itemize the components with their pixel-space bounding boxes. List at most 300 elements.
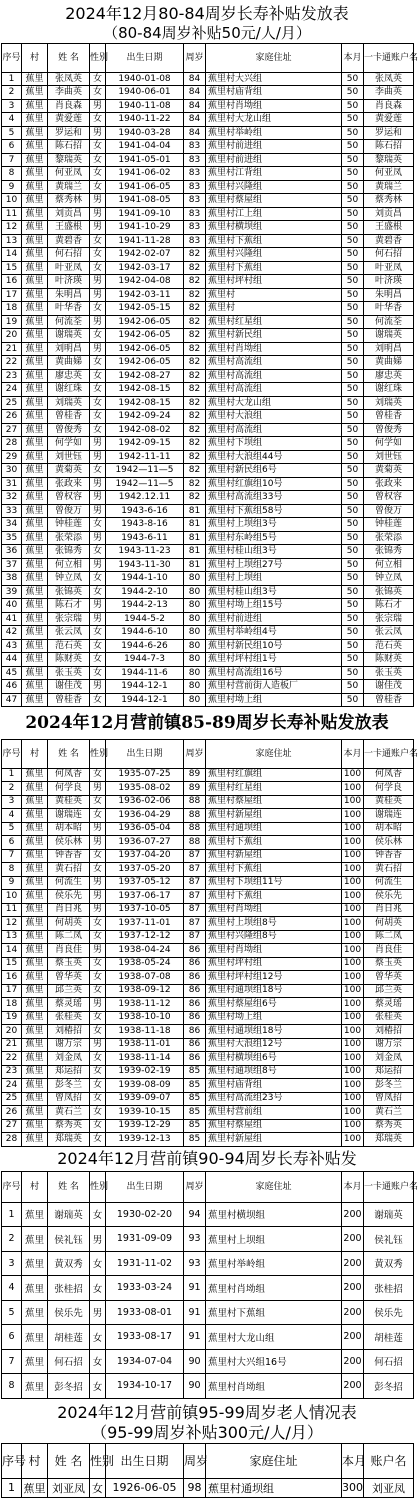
cell-amount: 50 xyxy=(342,248,364,262)
cell-address: 蕉里村下蕉组 xyxy=(206,1300,342,1325)
cell-age: 80 xyxy=(184,653,206,667)
cell-name: 郑运招 xyxy=(48,1065,90,1079)
cell-amount: 100 xyxy=(342,957,364,971)
cell-account-name: 李曲英 xyxy=(364,86,414,100)
header-index: 序号 xyxy=(2,1171,22,1202)
cell-gender: 女 xyxy=(90,1202,106,1227)
cell-account-name: 陈石才 xyxy=(364,599,414,613)
cell-village: 蕉里 xyxy=(22,72,48,86)
table-row xyxy=(2,1202,414,1227)
cell-index: 43 xyxy=(2,639,22,653)
table-row xyxy=(2,1276,414,1301)
cell-birth-date: 1943-11-23 xyxy=(106,545,184,559)
cell-index: 20 xyxy=(2,329,22,343)
cell-name: 何学良 xyxy=(48,782,90,796)
cell-index: 10 xyxy=(2,890,22,904)
cell-address: 蕉里村通坝组18号 xyxy=(206,1025,342,1039)
cell-village: 蕉里 xyxy=(22,1478,48,1497)
cell-index: 16 xyxy=(2,971,22,985)
table-header-row xyxy=(2,1171,414,1202)
cell-name: 何立相 xyxy=(48,558,90,572)
table-row xyxy=(2,971,414,985)
cell-age: 83 xyxy=(184,221,206,235)
cell-gender: 女 xyxy=(90,795,106,809)
cell-index: 32 xyxy=(2,491,22,505)
cell-name: 张锦秀 xyxy=(48,545,90,559)
cell-birth-date: 1941-10-29 xyxy=(106,221,184,235)
cell-account-name: 肖日兆 xyxy=(364,903,414,917)
cell-address: 蕉里村坪村组 xyxy=(206,275,342,289)
cell-name: 何胡英 xyxy=(48,917,90,931)
cell-gender: 女 xyxy=(90,863,106,877)
cell-address: 蕉里村高流组 xyxy=(206,383,342,397)
cell-birth-date: 1942-06-05 xyxy=(106,329,184,343)
cell-birth-date: 1942—11—5 xyxy=(106,464,184,478)
cell-address: 蕉里村前进组 xyxy=(206,140,342,154)
cell-address: 蕉里村新民组10号 xyxy=(206,639,342,653)
cell-amount: 50 xyxy=(342,140,364,154)
table-row xyxy=(2,1065,414,1079)
cell-address: 蕉里村横坝组6号 xyxy=(206,1052,342,1066)
cell-gender: 男 xyxy=(90,315,106,329)
cell-age: 86 xyxy=(184,1011,206,1025)
cell-name: 张桂招 xyxy=(48,1276,90,1301)
cell-village: 蕉里 xyxy=(22,971,48,985)
cell-amount: 100 xyxy=(342,917,364,931)
cell-birth-date: 1936-07-27 xyxy=(106,836,184,850)
cell-amount: 100 xyxy=(342,1011,364,1025)
cell-village: 蕉里 xyxy=(22,234,48,248)
table-row xyxy=(2,423,414,437)
cell-birth-date: 1938-11-14 xyxy=(106,1052,184,1066)
cell-village: 蕉里 xyxy=(22,1349,48,1374)
table-body xyxy=(2,768,414,1146)
cell-village: 蕉里 xyxy=(22,1079,48,1093)
table-row xyxy=(2,1300,414,1325)
table-body xyxy=(2,1202,414,1398)
cell-name: 肖日兆 xyxy=(48,903,90,917)
cell-birth-date: 1937-05-12 xyxy=(106,876,184,890)
cell-age: 83 xyxy=(184,153,206,167)
cell-birth-date: 1937-11-01 xyxy=(106,917,184,931)
cell-birth-date: 1944-11-6 xyxy=(106,666,184,680)
cell-account-name: 陈二凤 xyxy=(364,930,414,944)
cell-age: 94 xyxy=(184,1202,206,1227)
cell-account-name: 侯乐先 xyxy=(364,890,414,904)
cell-account-name: 曾桂香 xyxy=(364,410,414,424)
cell-index: 6 xyxy=(2,836,22,850)
cell-gender: 女 xyxy=(90,585,106,599)
cell-age: 84 xyxy=(184,99,206,113)
cell-gender: 女 xyxy=(90,1065,106,1079)
cell-amount: 200 xyxy=(342,1251,364,1276)
cell-account-name: 刘椿招 xyxy=(364,1025,414,1039)
cell-account-name: 张云凤 xyxy=(364,626,414,640)
cell-village: 蕉里 xyxy=(22,531,48,545)
cell-birth-date: 1938-04-24 xyxy=(106,944,184,958)
cell-address: 蕉里村坳上组 xyxy=(206,1011,342,1025)
cell-gender: 女 xyxy=(90,917,106,931)
cell-index: 28 xyxy=(2,437,22,451)
cell-age: 89 xyxy=(184,782,206,796)
section-80-84-subtitle: （80-84周岁补贴50元/人/月） xyxy=(103,24,311,42)
cell-amount: 100 xyxy=(342,984,364,998)
cell-age: 82 xyxy=(184,248,206,262)
header-name: 姓 名 xyxy=(48,739,90,768)
cell-name: 何流荃 xyxy=(48,315,90,329)
cell-name: 曾俊秀 xyxy=(48,423,90,437)
cell-gender: 女 xyxy=(90,410,106,424)
cell-age: 82 xyxy=(184,383,206,397)
cell-age: 84 xyxy=(184,113,206,127)
cell-gender: 男 xyxy=(90,275,106,289)
cell-amount: 100 xyxy=(342,822,364,836)
cell-index: 3 xyxy=(2,99,22,113)
cell-account-name: 谢瑞英 xyxy=(364,329,414,343)
cell-village: 蕉里 xyxy=(22,491,48,505)
cell-index: 22 xyxy=(2,356,22,370)
table-header-row xyxy=(2,1443,414,1478)
cell-amount: 100 xyxy=(342,1052,364,1066)
cell-account-name: 侯乐先 xyxy=(364,1300,414,1325)
cell-name: 何凤香 xyxy=(48,768,90,782)
cell-name: 蔡灵瑶 xyxy=(48,998,90,1012)
cell-gender: 男 xyxy=(90,504,106,518)
cell-village: 蕉里 xyxy=(22,944,48,958)
cell-address: 蕉里村前进组 xyxy=(206,153,342,167)
cell-gender: 女 xyxy=(90,1092,106,1106)
cell-account-name: 蔡秀林 xyxy=(364,194,414,208)
header-village: 村 xyxy=(22,1443,48,1478)
cell-age: 86 xyxy=(184,1025,206,1039)
cell-birth-date: 1939-02-19 xyxy=(106,1065,184,1079)
cell-name: 李曲英 xyxy=(48,86,90,100)
cell-gender: 男 xyxy=(90,1038,106,1052)
cell-amount: 50 xyxy=(342,531,364,545)
cell-amount: 50 xyxy=(342,356,364,370)
cell-amount: 50 xyxy=(342,275,364,289)
table-row xyxy=(2,917,414,931)
cell-account-name: 曾凤招 xyxy=(364,1092,414,1106)
cell-name: 黄石招 xyxy=(48,863,90,877)
cell-birth-date: 1942-08-15 xyxy=(106,396,184,410)
cell-gender: 女 xyxy=(90,234,106,248)
cell-index: 35 xyxy=(2,531,22,545)
table-row xyxy=(2,782,414,796)
cell-gender: 男 xyxy=(90,822,106,836)
cell-village: 蕉里 xyxy=(22,153,48,167)
cell-account-name: 陈石招 xyxy=(364,140,414,154)
cell-age: 82 xyxy=(184,396,206,410)
cell-village: 蕉里 xyxy=(22,809,48,823)
table-row xyxy=(2,1374,414,1399)
table-body xyxy=(2,1478,414,1497)
cell-birth-date: 1938-11-18 xyxy=(106,1025,184,1039)
cell-name: 曾桂香 xyxy=(48,410,90,424)
cell-gender: 女 xyxy=(90,113,106,127)
cell-name: 何石招 xyxy=(48,1349,90,1374)
header-birth-date: 出生日期 xyxy=(106,739,184,768)
cell-age: 82 xyxy=(184,261,206,275)
cell-village: 蕉里 xyxy=(22,1325,48,1350)
cell-name: 叶济瑛 xyxy=(48,275,90,289)
cell-gender: 女 xyxy=(90,1325,106,1350)
cell-address: 蕉里村大龙山组 xyxy=(206,113,342,127)
cell-name: 张玉英 xyxy=(48,666,90,680)
header-gender: 性别 xyxy=(90,739,106,768)
cell-age: 81 xyxy=(184,545,206,559)
table-row xyxy=(2,275,414,289)
cell-village: 蕉里 xyxy=(22,572,48,586)
cell-amount: 50 xyxy=(342,504,364,518)
cell-birth-date: 1942-03-11 xyxy=(106,288,184,302)
cell-village: 蕉里 xyxy=(22,207,48,221)
cell-age: 86 xyxy=(184,1052,206,1066)
cell-amount: 50 xyxy=(342,126,364,140)
cell-index: 1 xyxy=(2,1478,22,1497)
cell-index: 5 xyxy=(2,822,22,836)
cell-village: 蕉里 xyxy=(22,140,48,154)
header-village: 村 xyxy=(22,739,48,768)
cell-address: 蕉里村红旗组 xyxy=(206,768,342,782)
cell-address: 蕉里村上坝组27号 xyxy=(206,558,342,572)
cell-amount: 50 xyxy=(342,680,364,694)
cell-village: 蕉里 xyxy=(22,1276,48,1301)
cell-amount: 50 xyxy=(342,464,364,478)
cell-index: 4 xyxy=(2,809,22,823)
cell-gender: 女 xyxy=(90,572,106,586)
cell-address: 蕉里村兴隆组 xyxy=(206,180,342,194)
cell-birth-date: 1942-06-05 xyxy=(106,342,184,356)
cell-amount: 50 xyxy=(342,450,364,464)
cell-address: 蕉里村蔡屋组 xyxy=(206,795,342,809)
cell-birth-date: 1937-05-20 xyxy=(106,863,184,877)
cell-village: 蕉里 xyxy=(22,890,48,904)
cell-village: 蕉里 xyxy=(22,396,48,410)
cell-name: 胡本昭 xyxy=(48,822,90,836)
cell-village: 蕉里 xyxy=(22,1202,48,1227)
cell-address: 蕉里村东岭组5号 xyxy=(206,531,342,545)
cell-name: 何流生 xyxy=(48,876,90,890)
cell-name: 蔡玉英 xyxy=(48,957,90,971)
cell-name: 曾权容 xyxy=(48,491,90,505)
cell-index: 4 xyxy=(2,113,22,127)
cell-village: 蕉里 xyxy=(22,782,48,796)
cell-address: 蕉里村上坝组8号 xyxy=(206,917,342,931)
cell-amount: 50 xyxy=(342,261,364,275)
section-80-84-title: 2024年12月80-84周岁长寿补贴发放表 xyxy=(65,4,349,23)
cell-account-name: 张玉英 xyxy=(364,666,414,680)
cell-account-name: 彭冬兰 xyxy=(364,1079,414,1093)
cell-index: 21 xyxy=(2,1038,22,1052)
cell-birth-date: 1936-02-06 xyxy=(106,795,184,809)
cell-amount: 50 xyxy=(342,599,364,613)
cell-age: 82 xyxy=(184,315,206,329)
cell-address: 蕉里村下坝组 xyxy=(206,437,342,451)
cell-index: 7 xyxy=(2,849,22,863)
cell-address: 蕉里村新屋组 xyxy=(206,849,342,863)
cell-name: 朱明昌 xyxy=(48,288,90,302)
cell-index: 29 xyxy=(2,450,22,464)
cell-amount: 50 xyxy=(342,113,364,127)
cell-age: 82 xyxy=(184,302,206,316)
table-row xyxy=(2,153,414,167)
cell-gender: 女 xyxy=(90,971,106,985)
cell-amount: 100 xyxy=(342,1079,364,1093)
cell-age: 91 xyxy=(184,1325,206,1350)
cell-address: 蕉里村大浪组 xyxy=(206,410,342,424)
cell-village: 蕉里 xyxy=(22,612,48,626)
header-account-name: 账户名 xyxy=(364,1443,414,1478)
cell-birth-date: 1942-09-24 xyxy=(106,410,184,424)
cell-name: 侯乐先 xyxy=(48,890,90,904)
cell-age: 93 xyxy=(184,1227,206,1252)
table-row xyxy=(2,1325,414,1350)
cell-gender: 女 xyxy=(90,639,106,653)
cell-account-name: 郑运招 xyxy=(364,1065,414,1079)
cell-index: 10 xyxy=(2,194,22,208)
cell-address: 蕉里村新屋组 xyxy=(206,1133,342,1147)
header-address: 家庭住址 xyxy=(206,43,342,72)
cell-index: 4 xyxy=(2,1276,22,1301)
header-address: 家庭住址 xyxy=(206,739,342,768)
cell-birth-date: 1931-09-09 xyxy=(106,1227,184,1252)
cell-gender: 女 xyxy=(90,329,106,343)
cell-amount: 100 xyxy=(342,849,364,863)
cell-age: 82 xyxy=(184,464,206,478)
cell-address: 蕉里村上坝组 xyxy=(206,572,342,586)
table-row xyxy=(2,113,414,127)
cell-index: 7 xyxy=(2,1349,22,1374)
table-row xyxy=(2,383,414,397)
cell-name: 曾俊万 xyxy=(48,504,90,518)
cell-village: 蕉里 xyxy=(22,1106,48,1120)
cell-name: 范石英 xyxy=(48,639,90,653)
cell-account-name: 廖忠英 xyxy=(364,369,414,383)
cell-address: 蕉里村红星组 xyxy=(206,315,342,329)
cell-village: 蕉里 xyxy=(22,836,48,850)
cell-amount: 100 xyxy=(342,1119,364,1133)
cell-amount: 100 xyxy=(342,876,364,890)
table-row xyxy=(2,639,414,653)
cell-gender: 女 xyxy=(90,1374,106,1399)
cell-address: 蕉里村桂山组3号 xyxy=(206,585,342,599)
cell-index: 5 xyxy=(2,1300,22,1325)
cell-village: 蕉里 xyxy=(22,369,48,383)
table-row xyxy=(2,288,414,302)
table-row xyxy=(2,1011,414,1025)
cell-village: 蕉里 xyxy=(22,167,48,181)
cell-amount: 50 xyxy=(342,396,364,410)
cell-index: 18 xyxy=(2,998,22,1012)
cell-account-name: 黄双秀 xyxy=(364,1251,414,1276)
table-row xyxy=(2,1251,414,1276)
cell-account-name: 彭冬招 xyxy=(364,1374,414,1399)
cell-amount: 50 xyxy=(342,558,364,572)
cell-gender: 男 xyxy=(90,437,106,451)
header-age: 周岁 xyxy=(184,1443,206,1478)
cell-birth-date: 1940-01-08 xyxy=(106,72,184,86)
cell-address: 蕉里村下蕉组 xyxy=(206,836,342,850)
cell-account-name: 何胡英 xyxy=(364,917,414,931)
cell-gender: 男 xyxy=(90,680,106,694)
cell-amount: 50 xyxy=(342,518,364,532)
cell-birth-date: 1944-6-26 xyxy=(106,639,184,653)
cell-account-name: 何亚凤 xyxy=(364,167,414,181)
cell-name: 叶亚凤 xyxy=(48,261,90,275)
cell-address: 蕉里村通坝组18号 xyxy=(206,984,342,998)
cell-birth-date: 1938-07-08 xyxy=(106,971,184,985)
cell-birth-date: 1942.12.11 xyxy=(106,491,184,505)
cell-gender: 女 xyxy=(90,849,106,863)
table-row xyxy=(2,1079,414,1093)
cell-age: 88 xyxy=(184,809,206,823)
cell-gender: 女 xyxy=(90,180,106,194)
cell-gender: 女 xyxy=(90,1052,106,1066)
cell-index: 2 xyxy=(2,782,22,796)
table-row xyxy=(2,194,414,208)
table-row xyxy=(2,890,414,904)
cell-age: 87 xyxy=(184,930,206,944)
cell-amount: 200 xyxy=(342,1276,364,1301)
cell-amount: 50 xyxy=(342,639,364,653)
cell-gender: 男 xyxy=(90,876,106,890)
cell-village: 蕉里 xyxy=(22,1065,48,1079)
cell-name: 刘亚凤 xyxy=(48,1478,90,1497)
cell-name: 刘贡昌 xyxy=(48,207,90,221)
cell-account-name: 胡桂莲 xyxy=(364,1325,414,1350)
cell-village: 蕉里 xyxy=(22,930,48,944)
table-row xyxy=(2,234,414,248)
cell-age: 87 xyxy=(184,917,206,931)
cell-age: 81 xyxy=(184,531,206,545)
cell-amount: 100 xyxy=(342,944,364,958)
cell-index: 25 xyxy=(2,396,22,410)
table-row xyxy=(2,464,414,478)
cell-name: 蔡秀林 xyxy=(48,194,90,208)
cell-index: 44 xyxy=(2,653,22,667)
cell-gender: 女 xyxy=(90,153,106,167)
table-row xyxy=(2,666,414,680)
cell-index: 14 xyxy=(2,944,22,958)
cell-index: 1 xyxy=(2,768,22,782)
cell-age: 90 xyxy=(184,1374,206,1399)
cell-birth-date: 1942-08-02 xyxy=(106,423,184,437)
cell-village: 蕉里 xyxy=(22,984,48,998)
cell-amount: 100 xyxy=(342,930,364,944)
cell-index: 22 xyxy=(2,1052,22,1066)
cell-age: 87 xyxy=(184,903,206,917)
cell-address: 蕉里村肖坳组 xyxy=(206,903,342,917)
cell-name: 曾凤招 xyxy=(48,1092,90,1106)
cell-age: 82 xyxy=(184,275,206,289)
cell-village: 蕉里 xyxy=(22,957,48,971)
cell-village: 蕉里 xyxy=(22,917,48,931)
header-village: 村 xyxy=(22,1171,48,1202)
table-row xyxy=(2,1349,414,1374)
cell-gender: 男 xyxy=(90,450,106,464)
cell-birth-date: 1941-04-04 xyxy=(106,140,184,154)
cell-account-name: 叶亚凤 xyxy=(364,261,414,275)
cell-account-name: 曾俊万 xyxy=(364,504,414,518)
table-row xyxy=(2,369,414,383)
cell-birth-date: 1942-08-27 xyxy=(106,369,184,383)
header-amount: 本月 xyxy=(342,1443,364,1478)
cell-index: 28 xyxy=(2,1133,22,1147)
cell-birth-date: 1941-06-05 xyxy=(106,180,184,194)
table-row xyxy=(2,450,414,464)
cell-address: 蕉里村通坝组8号 xyxy=(206,1065,342,1079)
